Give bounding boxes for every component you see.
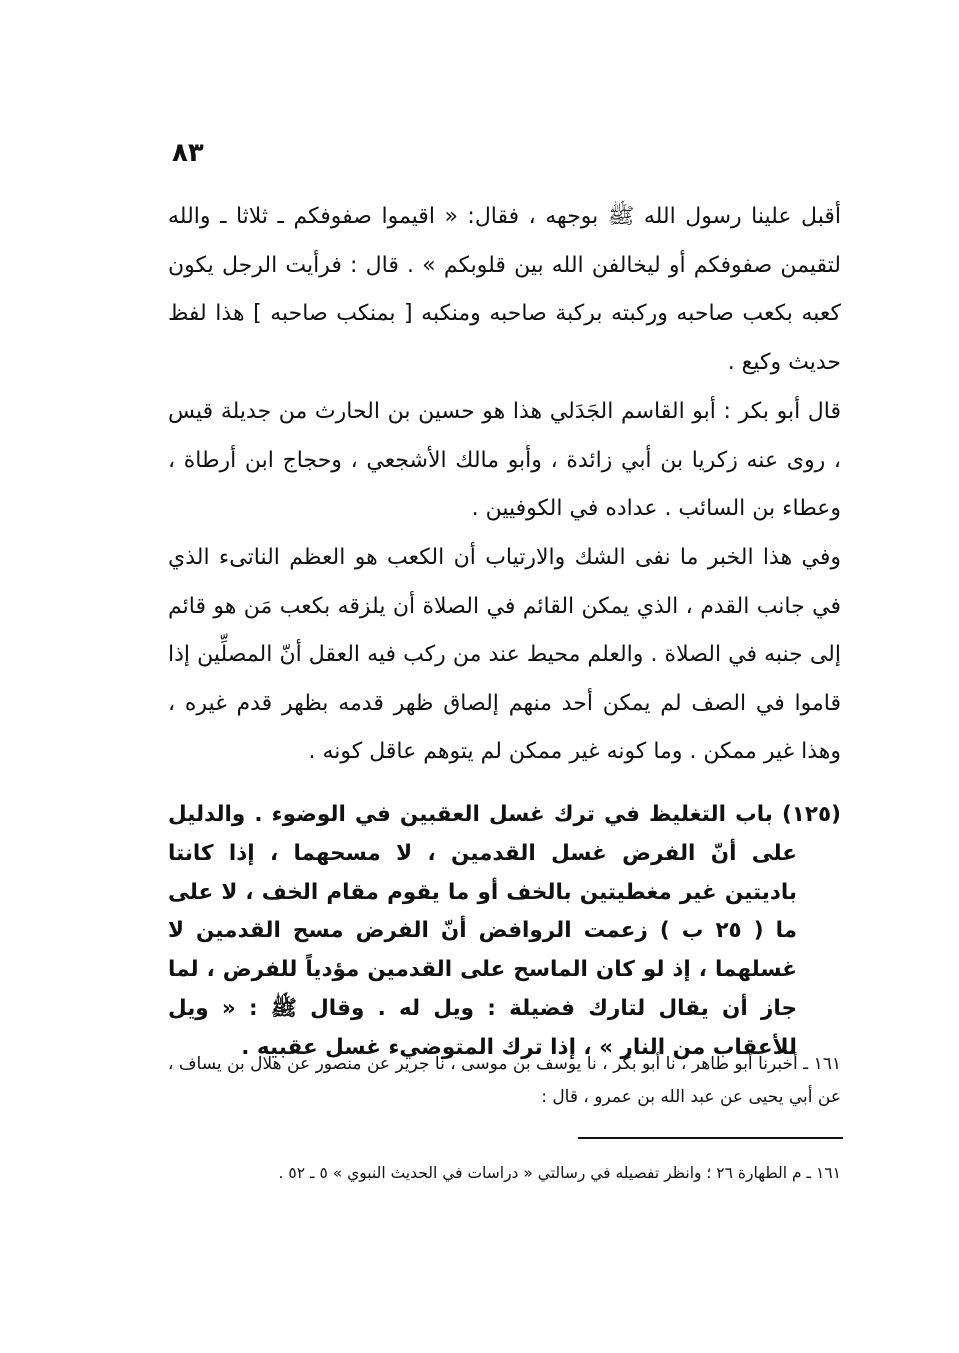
- paragraph-1: أقبل علينا رسول الله ﷺ بوجهه ، فقال: « اقيموا صفوفكم ـ ثلاثا ـ والله لتقيمن صفوفكم أو ليخالفن الله بين قلوبكم » . قال : فرأيت الرجل يكون كعبه بكعب صاحبه وركبته بركبة صاحبه ومنكبه [ بمنكب صاحبه ] هذا لفظ حديث وكيع .: [168, 204, 841, 375]
- chapter-heading: (١٢٥) باب التغليظ في ترك غسل العقبين في الوضوء . والدليل على أنّ الفرض غسل القدمين ، لا مسحهما ، إذا كانتا باديتين غير مغطيتين بالخف أو ما يقوم مقام الخف ، لا على ما ( ٢٥ ب ) زعمت الروافض أنّ الفرض مسح القدمين لا غسلهما ، إذ لو كان الماسح على القدمين مؤدياً للفرض ، لما جاز أن يقال لتارك فضيلة : ويل له . وقال ﷺ : « ويل للأعقاب من النار » ، إذا ترك المتوضيء غسل عقبيه .: [168, 802, 841, 1060]
- paragraph-3: وفي هذا الخبر ما نفى الشك والارتياب أن الكعب هو العظم الناتىء الذي في جانب القدم ، الذي يمكن القائم في الصلاة أن يلزقه بكعب مَن هو قائم إلى جنبه في الصلاة . والعلم محيط عند من ركب فيه العقل أنّ المصلِّين إذا قاموا في الصف لم يمكن أحد منهم إلصاق ظهر قدمه بظهر قدم غيره ، وهذا غير ممكن . وما كونه غير ممكن لم يتوهم عاقل كونه .: [168, 545, 841, 765]
- hadith-chain: ١٦١ ـ أخبرنا أبو طاهر ، نا أبو بكر ، نا يوسف بن موسى ، نا جرير عن منصور عن هلال بن يساف ، عن أبي يحيى عن عبد الله بن عمرو ، قال :: [168, 1054, 841, 1107]
- footnote: ١٦١ ـ م الطهارة ٢٦ ؛ وانظر تفصيله في رسالتي « دراسات في الحديث النبوي » ٥ ـ ٥٢ .: [278, 1164, 841, 1182]
- hadith-block: [168, 1048, 841, 1114]
- page-number: ٨٣: [172, 138, 204, 168]
- main-text-3: [168, 534, 841, 777]
- main-text: [168, 193, 841, 387]
- main-text-2: [168, 388, 841, 534]
- paragraph-2: قال أبو بكر : أبو القاسم الجَدَلي هذا هو حسين بن الحارث من جديلة قيس ، روى عنه زكريا بن أبي زائدة ، وأبو مالك الأشجعي ، وحجاج ابن أرطاة ، وعطاء بن السائب . عداده في الكوفيين .: [168, 399, 841, 522]
- footnote-divider: [578, 1137, 843, 1139]
- chapter-heading-block: [168, 796, 841, 1068]
